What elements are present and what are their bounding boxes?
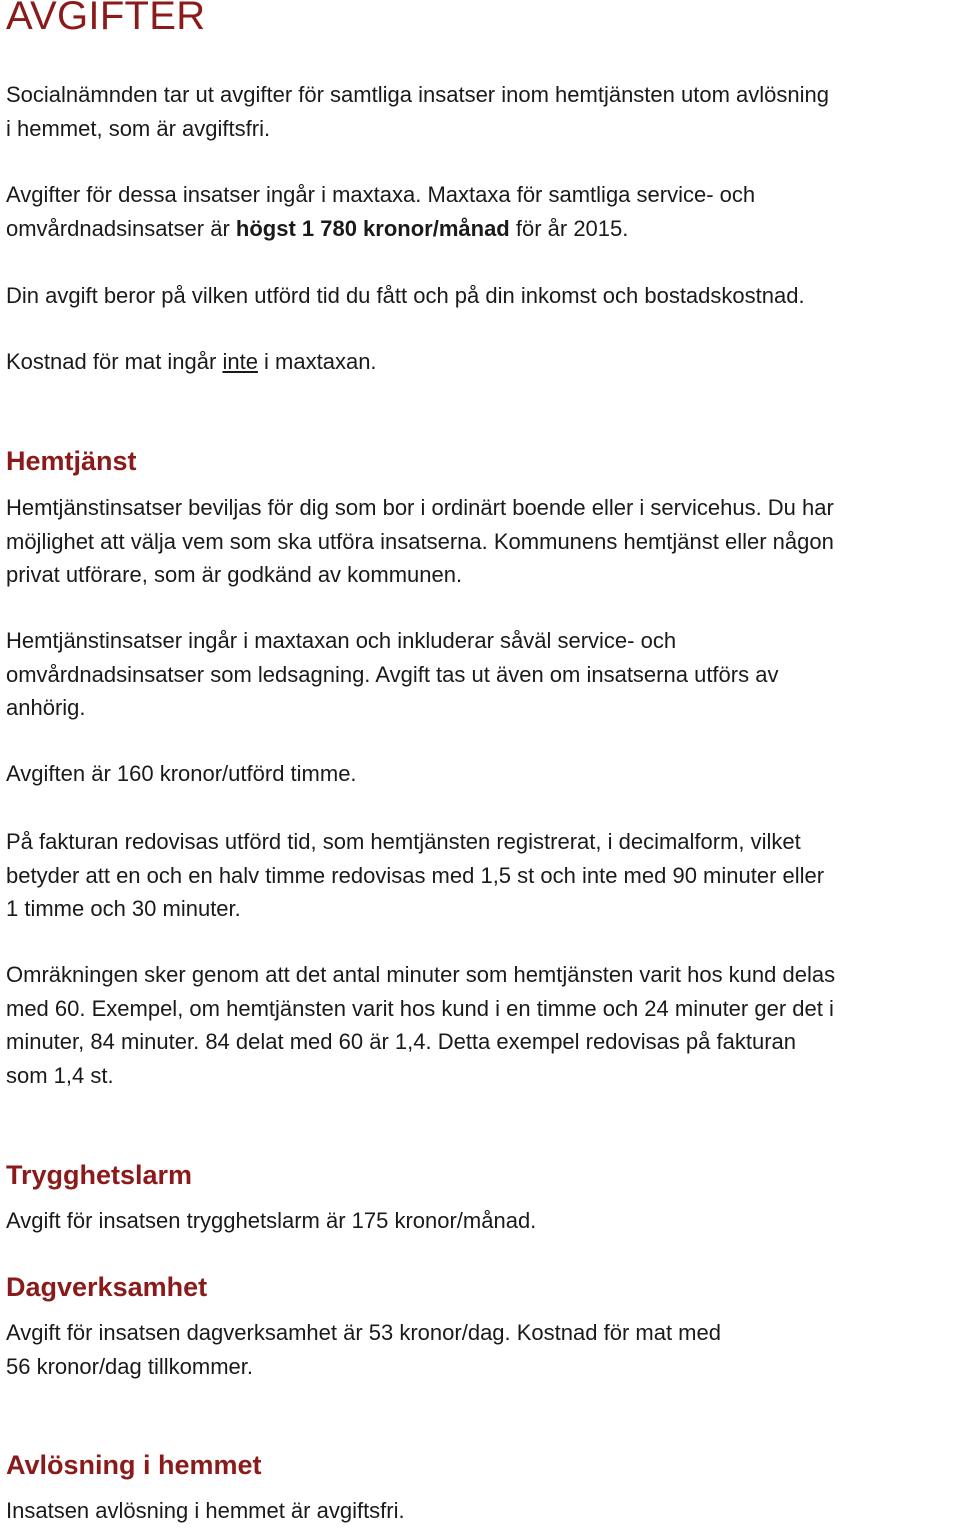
text-line: På fakturan redovisas utförd tid, som hemtjänsten registrerat, i decimalform, vilket <box>6 829 801 854</box>
text-line: Avgiften är 160 kronor/utförd timme. <box>6 761 357 786</box>
avlosning-paragraph <box>6 1494 960 1528</box>
intro-paragraph-4 <box>6 345 960 379</box>
hemtjanst-paragraph-4 <box>6 825 960 926</box>
max-fee-amount: högst 1 780 kronor/månad <box>235 215 510 241</box>
intro-paragraph-2 <box>6 178 960 245</box>
text-line: Avgift för insatsen dagverksamhet är 53 kronor/dag. Kostnad för mat med <box>6 1320 721 1345</box>
text-line: betyder att en och en halv timme redovisas med 1,5 st och inte med 90 minuter eller <box>6 862 825 888</box>
heading-trygghetslarm: Trygghetslarm <box>6 1160 193 1190</box>
text-line: 1 timme och 30 minuter. <box>6 896 241 921</box>
text-line: Omräkningen sker genom att det antal minuter som hemtjänsten varit hos kund delas <box>6 962 836 987</box>
text-line: Avgifter för dessa insatser ingår i maxtaxa. Maxtaxa för samtliga service- och <box>6 182 756 207</box>
hemtjanst-paragraph-1 <box>6 491 960 592</box>
text-line: Insatsen avlösning i hemmet är avgiftsfri. <box>6 1498 405 1523</box>
text-run: i maxtaxan. <box>257 349 377 374</box>
trygghetslarm-paragraph <box>6 1204 960 1238</box>
hemtjanst-paragraph-5 <box>6 958 960 1092</box>
text-line: i hemmet, som är avgiftsfri. <box>6 115 271 141</box>
text-line: anhörig. <box>6 695 86 720</box>
hemtjanst-paragraph-2 <box>6 624 960 725</box>
text-line: minuter, 84 minuter. 84 delat med 60 är 1,4. Detta exempel redovisas på fakturan <box>6 1029 797 1054</box>
text-line: omvårdnadsinsatser som ledsagning. Avgift tas ut även om insatserna utförs av <box>6 661 779 687</box>
text-line: Hemtjänstinsatser ingår i maxtaxan och inkluderar såväl service- och <box>6 628 677 653</box>
page-title: AVGIFTER <box>6 0 206 38</box>
text-line: med 60. Exempel, om hemtjänsten varit hos kund i en timme och 24 minuter ger det i <box>6 995 834 1021</box>
text-line-mixed <box>6 212 960 246</box>
heading-avlosning: Avlösning i hemmet <box>6 1450 262 1480</box>
heading-dagverksamhet: Dagverksamhet <box>6 1272 208 1302</box>
text-line-mixed <box>6 345 960 379</box>
emphasis-inte: inte <box>222 349 258 374</box>
text-line: Hemtjänstinsatser beviljas för dig som bor i ordinärt boende eller i servicehus. Du har <box>6 495 834 520</box>
text-run: för år 2015. <box>509 215 629 241</box>
text-line: Socialnämnden tar ut avgifter för samtliga insatser inom hemtjänsten utom avlösning <box>6 82 829 107</box>
text-line: som 1,4 st. <box>6 1062 114 1088</box>
dagverksamhet-paragraph <box>6 1316 960 1383</box>
hemtjanst-paragraph-3 <box>6 757 960 791</box>
text-line: möjlighet att välja vem som ska utföra insatserna. Kommunens hemtjänst eller någon <box>6 528 834 554</box>
intro-paragraph-1 <box>6 78 960 145</box>
intro-paragraph-3 <box>6 279 960 313</box>
heading-hemtjanst: Hemtjänst <box>6 446 137 476</box>
text-run: Kostnad för mat ingår <box>6 349 223 374</box>
text-line: Din avgift beror på vilken utförd tid du fått och på din inkomst och bostadskostnad. <box>6 283 805 308</box>
text-line: 56 kronor/dag tillkommer. <box>6 1353 253 1379</box>
text-line: privat utförare, som är godkänd av kommunen. <box>6 562 463 587</box>
text-line: Avgift för insatsen trygghetslarm är 175 kronor/månad. <box>6 1208 537 1233</box>
text-run: omvårdnadsinsatser är <box>6 215 236 241</box>
